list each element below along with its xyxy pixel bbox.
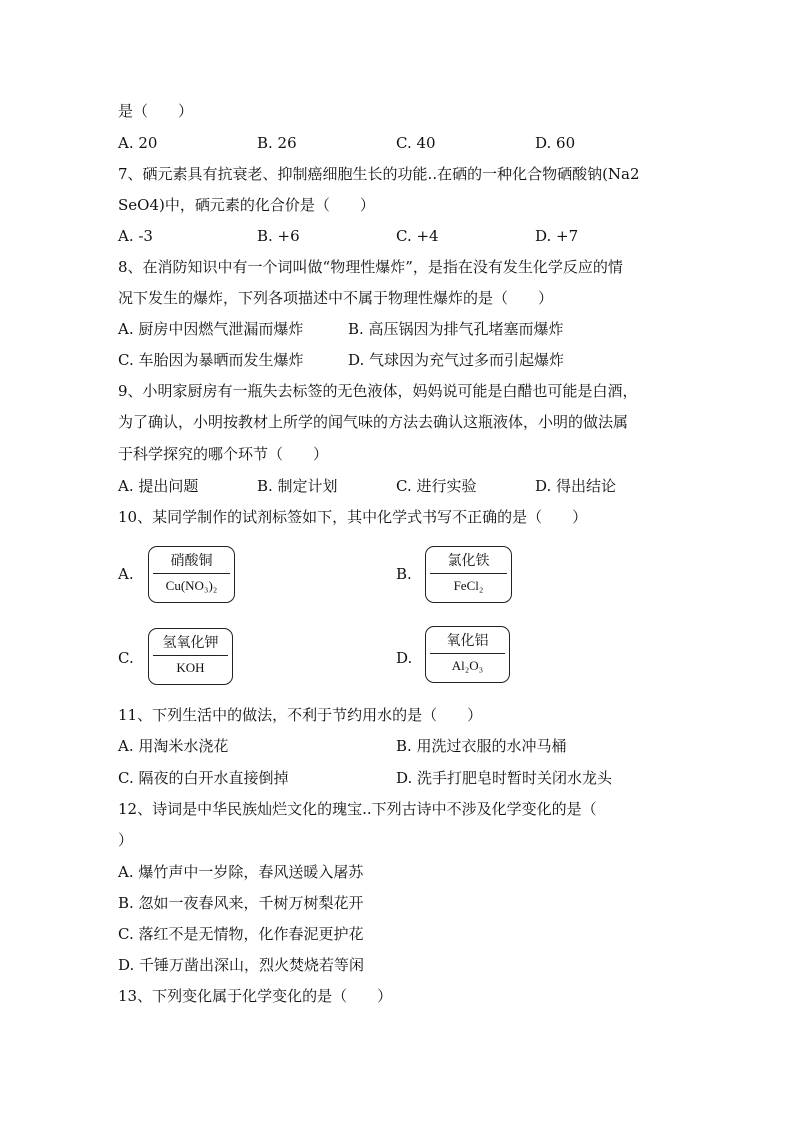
q9-stem-line1: 9、小明家厨房有一瓶失去标签的无色液体，妈妈说可能是白醋也可能是白酒， <box>118 382 638 400</box>
reagent-label-a <box>148 546 235 603</box>
q6-option-c: C. 40 <box>396 134 436 152</box>
reagent-formula-b: FeCl₂ <box>453 578 484 593</box>
q11-option-c: C. 隔夜的白开水直接倒掉 <box>118 769 289 787</box>
q8-option-c: C. 车胎因为暴晒而发生爆炸 <box>118 351 304 369</box>
q8-option-b: B. 高压锅因为排气孔堵塞而爆炸 <box>348 320 564 338</box>
q9-stem-line3: 于科学探究的哪个环节（ ） <box>118 445 329 463</box>
q7-option-b: B. +6 <box>257 227 300 245</box>
q9-option-b: B. 制定计划 <box>257 477 338 495</box>
reagent-label-c <box>148 628 233 685</box>
q8-stem-line1: 8、在消防知识中有一个词叫做“物理性爆炸”，是指在没有发生化学反应的情 <box>118 258 623 276</box>
q12-option-b: B. 忽如一夜春风来，千树万树梨花开 <box>118 894 364 912</box>
q6-option-b: B. 26 <box>257 134 297 152</box>
q12-option-c: C. 落红不是无情物，化作春泥更护花 <box>118 925 364 943</box>
q7-stem-line1: 7、硒元素具有抗衰老、抑制癌细胞生长的功能..在硒的一种化合物硒酸钠(Na2 <box>118 165 640 183</box>
q8-option-a: A. 厨房中因燃气泄漏而爆炸 <box>118 320 304 338</box>
reagent-formula-d: Al₂O₃ <box>451 658 484 673</box>
reagent-label-d <box>425 626 510 683</box>
q12-option-a: A. 爆竹声中一岁除，春风送暖入屠苏 <box>118 863 364 881</box>
reagent-formula-a: Cu(NO₃)₂ <box>165 578 218 593</box>
q12-stem-line2: ） <box>118 831 134 849</box>
q6-option-d: D. 60 <box>535 134 576 152</box>
q9-option-c: C. 进行实验 <box>396 477 477 495</box>
label-divider <box>153 655 228 656</box>
q11-option-a: A. 用淘米水浇花 <box>118 737 229 755</box>
label-divider <box>430 573 507 574</box>
q8-stem-line2: 况下发生的爆炸，下列各项描述中不属于物理性爆炸的是（ ） <box>118 289 554 307</box>
reagent-label-b <box>425 546 512 603</box>
q12-stem-line1: 12、诗词是中华民族灿烂文化的瑰宝..下列古诗中不涉及化学变化的是（ <box>118 800 597 818</box>
q9-option-d: D. 得出结论 <box>535 477 617 495</box>
reagent-name-a: 硝酸铜 <box>170 553 213 569</box>
label-divider <box>153 573 230 574</box>
q10-option-c-letter: C. <box>118 649 134 667</box>
q9-stem-line2: 为了确认，小明按教材上所学的闻气味的方法去确认这瓶液体，小明的做法属 <box>118 413 629 431</box>
q11-stem: 11、下列生活中的做法，不利于节约用水的是（ ） <box>118 706 483 724</box>
reagent-name-d: 氧化铝 <box>446 633 489 649</box>
label-divider <box>430 653 505 654</box>
q12-option-d: D. 千锤万凿出深山，烈火焚烧若等闲 <box>118 956 365 974</box>
q10-option-b-letter: B. <box>396 565 412 583</box>
q7-option-c: C. +4 <box>396 227 439 245</box>
q8-option-d: D. 气球因为充气过多而引起爆炸 <box>348 351 565 369</box>
q9-option-a: A. 提出问题 <box>118 477 199 495</box>
q11-option-b: B. 用洗过衣服的水冲马桶 <box>396 737 567 755</box>
q10-stem: 10、某同学制作的试剂标签如下，其中化学式书写不正确的是（ ） <box>118 508 588 526</box>
q11-option-d: D. 洗手打肥皂时暂时关闭水龙头 <box>396 769 613 787</box>
q6-option-a: A. 20 <box>118 134 158 152</box>
reagent-formula-c: KOH <box>176 660 205 675</box>
q7-option-a: A. -3 <box>118 227 153 245</box>
q7-option-d: D. +7 <box>535 227 579 245</box>
q10-option-a-letter: A. <box>118 565 134 583</box>
q6-continuation: 是（ ） <box>118 102 194 120</box>
reagent-name-b: 氯化铁 <box>447 553 490 569</box>
q10-option-d-letter: D. <box>396 649 413 667</box>
q7-stem-line2: SeO4)中，硒元素的化合价是（ ） <box>118 196 375 214</box>
q13-stem: 13、下列变化属于化学变化的是（ ） <box>118 987 393 1005</box>
reagent-name-c: 氢氧化钾 <box>162 635 219 651</box>
